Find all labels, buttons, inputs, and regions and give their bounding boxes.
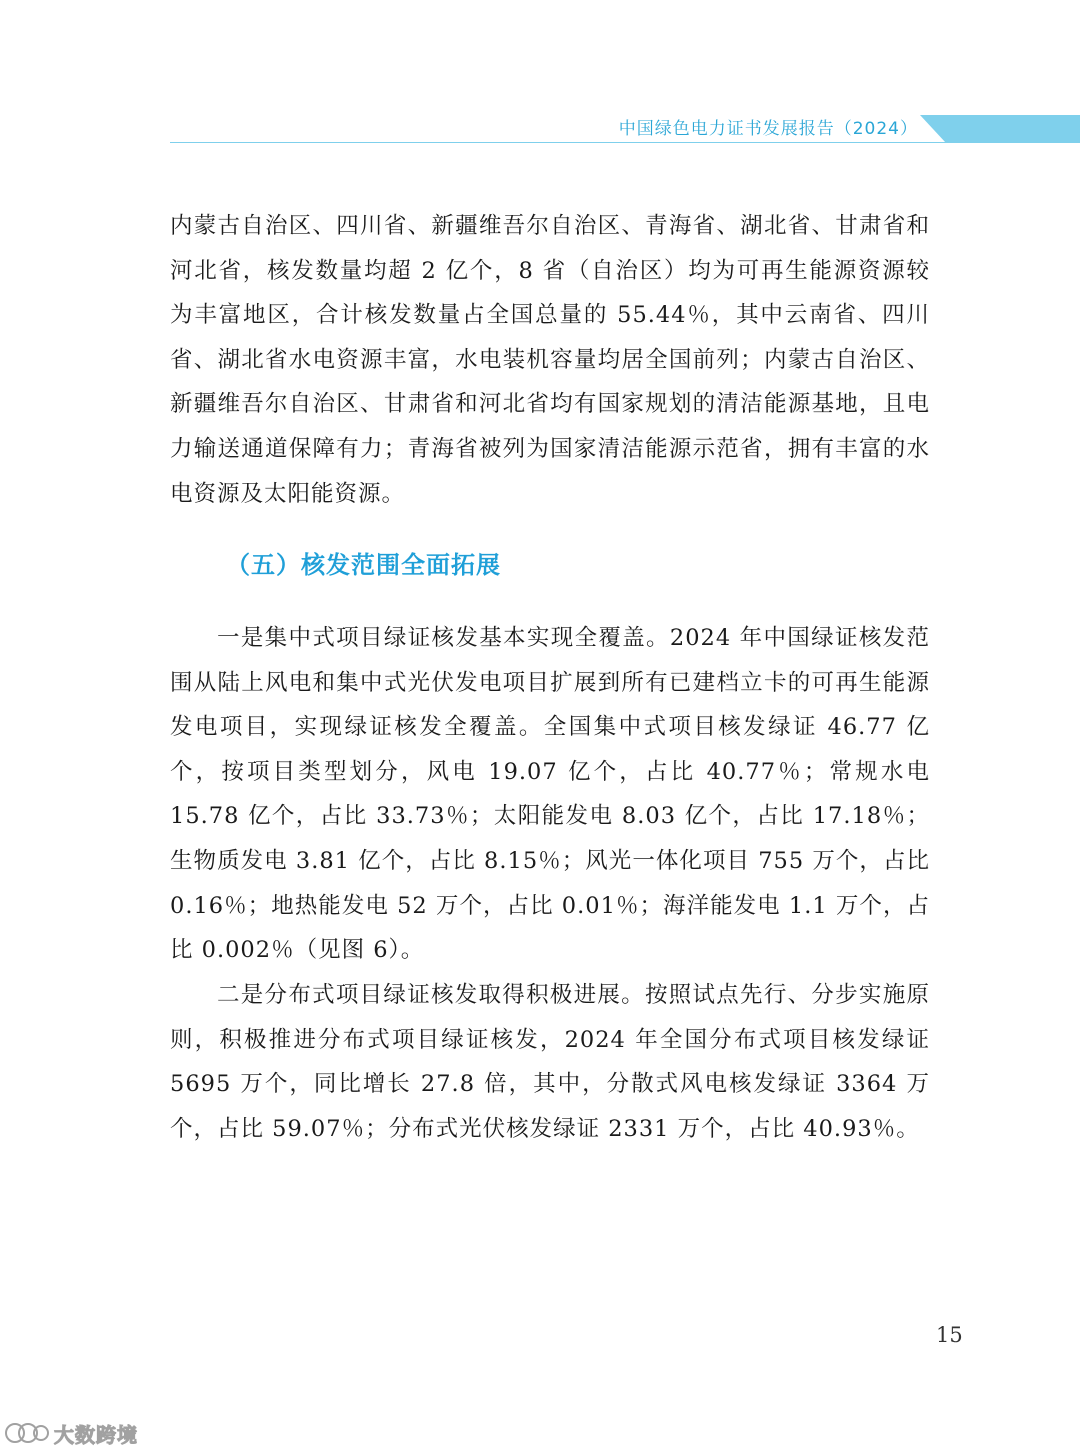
header-rule	[170, 142, 1080, 143]
section-heading: （五）核发范围全面拓展	[226, 551, 501, 579]
body-paragraph-centralized: 一是集中式项目绿证核发基本实现全覆盖。2024 年中国绿证核发范围从陆上风电和集中式光伏发电项目扩展到所有已建档立卡的可再生能源发电项目，实现绿证核发全覆盖。全国集中式项目核发绿证 46.77 亿个，按项目类型划分，风电 19.07 亿个，占比 40.77％；常规水电 15.78 亿个，占比 33.73％；太阳能发电 8.03 亿个，占比 17.18％；生物质发电 3.81 亿个，占比 8.15％；风光一体化项目 755 万个，占比 0.16％；地热能发电 52 万个，占比 0.01％；海洋能发电 1.1 万个，占比 0.002％（见图 6）。	[170, 625, 930, 964]
body-paragraph-provinces: 内蒙古自治区、四川省、新疆维吾尔自治区、青海省、湖北省、甘肃省和河北省，核发数量均超 2 亿个，8 省（自治区）均为可再生能源资源较为丰富地区，合计核发数量占全国总量的 55.44％，其中云南省、四川省、湖北省水电资源丰富，水电装机容量均居全国前列；内蒙古自治区、新疆维吾尔自治区、甘肃省和河北省均有国家规划的清洁能源基地，且电力输送通道保障有力；青海省被列为国家清洁能源示范省，拥有丰富的水电资源及太阳能资源。	[170, 213, 930, 507]
page-number: 15	[936, 1323, 963, 1347]
running-header-title: 中国绿色电力证书发展报告（2024）	[618, 119, 918, 139]
watermark-logo-icon	[4, 1418, 50, 1448]
watermark-text: 大数跨境	[54, 1422, 138, 1447]
watermark	[4, 1416, 138, 1450]
header-accent-tab	[920, 115, 1080, 143]
body-paragraph-distributed: 二是分布式项目绿证核发取得积极进展。按照试点先行、分步实施原则，积极推进分布式项目绿证核发，2024 年全国分布式项目核发绿证 5695 万个，同比增长 27.8 倍，其中，分散式风电核发绿证 3364 万个，占比 59.07％；分布式光伏核发绿证 2331 万个，占比 40.93％。	[170, 982, 930, 1142]
